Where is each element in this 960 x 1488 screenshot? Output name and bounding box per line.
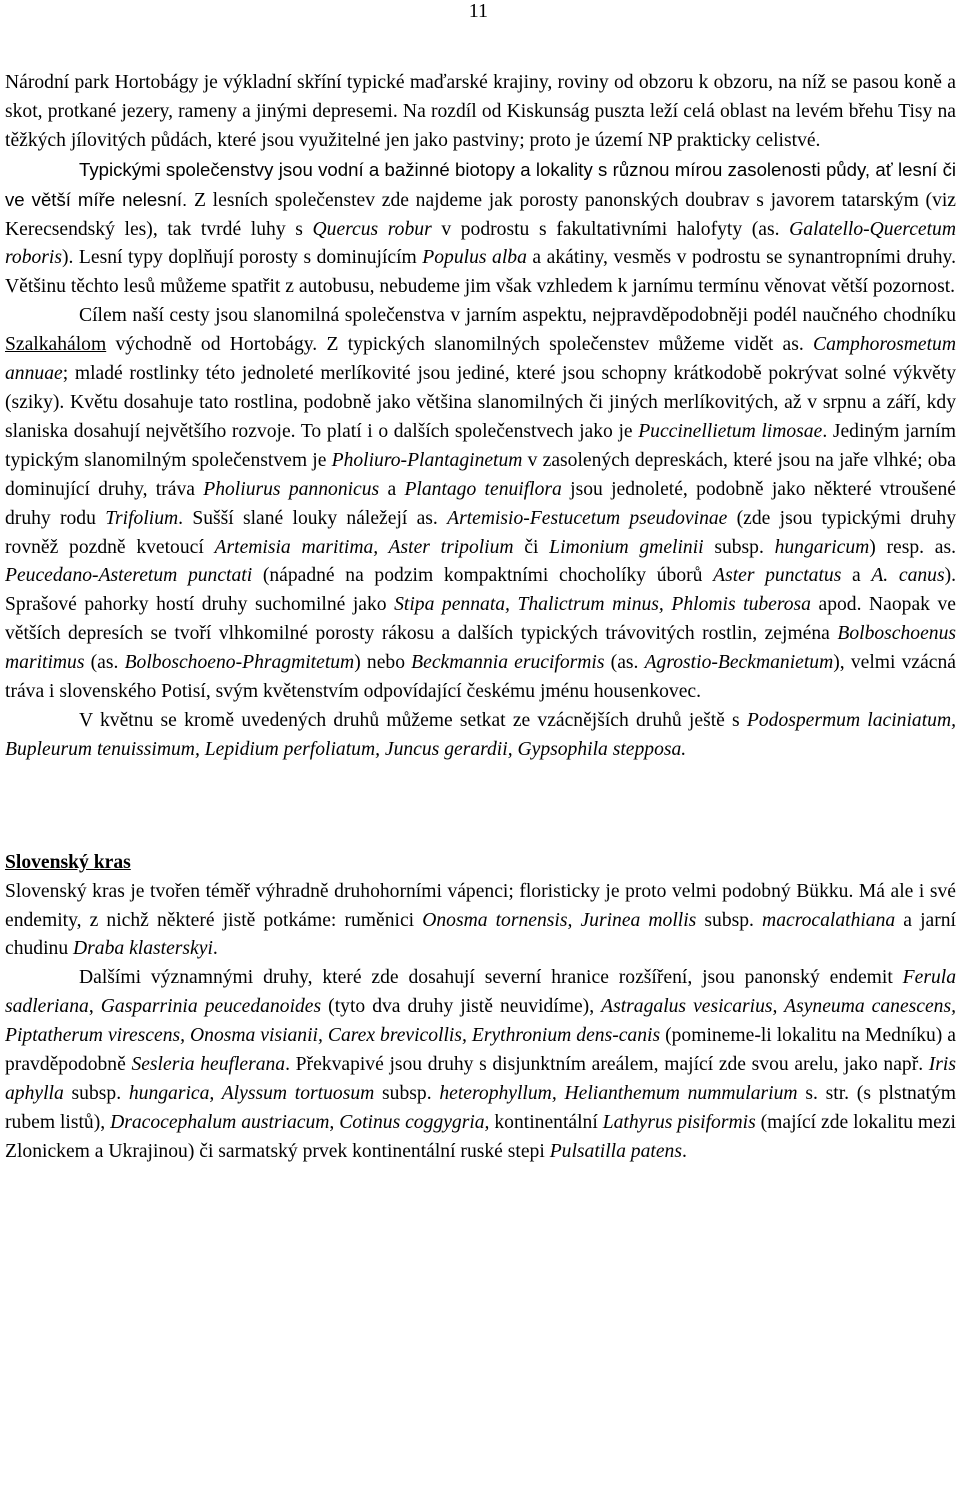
species-name: Podospermum laciniatum, Bupleurum tenuissimum, Lepidium perfoliatum, Juncus gerardii, Gypsophila stepposa. [5, 709, 957, 760]
species-name: Bolboschoenus maritimus [5, 623, 956, 674]
paragraph-kras-species [5, 964, 956, 1166]
text-run: (zde jsou typickými druhy rovněž pozdně kvetoucí [5, 507, 956, 558]
section-spacer [5, 765, 956, 849]
text-run: Slovenský kras je tvořen téměř výhradně druhohorními vápenci; floristicky je proto velmi podobný Bükku. Má ale i své endemity, z nichž některé jistě potkáme: ruměnici [5, 880, 956, 931]
species-name: Peucedano-Asteretum punctati [5, 565, 253, 587]
text-run: . Sušší slané louky náležejí as. [178, 507, 448, 529]
species-name: Beckmannia eruciformis [411, 652, 605, 674]
text-run: jsou jednoleté, podobně jako některé vtroušené druhy rodu [5, 478, 956, 529]
text-run: . Jediným jarním typickým slanomilným společenstvem je [5, 420, 956, 471]
text-run: Z lesních společenstev zde najdeme jak porosty panonských doubrav s javorem tatarským (viz Kerecsendský les), tak tvrdé luhy s [5, 189, 957, 240]
species-name: Lathyrus pisiformis [602, 1111, 756, 1133]
species-name: hungaricum [774, 536, 870, 558]
text-run: ), velmi vzácná tráva i slovenského Potisí, svým květenstvím odpovídající českému jménu housenkovec. [5, 652, 956, 703]
species-name: Quercus robur [312, 218, 432, 240]
text-run: Národní park Hortobágy je výkladní skříní typické maďarské krajiny, roviny od obzoru k obzoru, na níž se pasou koně a skot, protkané jezery, rameny a jinými depresemi. Na rozdíl od Kiskunság puszta leží celá oblast na levém břehu Tisy na těžkých jílovitých půdách, které jsou využitelné jen jako pastviny; proto je území NP prakticky celistvé. [5, 72, 956, 151]
species-name: Gasparrinia peucedanoides [100, 996, 322, 1018]
species-name: Sesleria heuflerana [131, 1054, 286, 1076]
text-run: a [379, 478, 405, 500]
species-name: Artemisio-Festucetum pseudovinae [447, 507, 728, 529]
text-run: ). Sprašové pahorky hostí druhy suchomilné jako [5, 565, 957, 616]
species-name: heterophyllum, Helianthemum nummularium [439, 1083, 798, 1104]
text-run: subsp. [374, 1083, 440, 1104]
species-name: Artemisia maritima, Aster tripolium [214, 536, 514, 558]
species-name: Astragalus vesicarius, Asyneuma canescens, Piptatherum virescens, Onosma visianii, Carex brevicollis, Erythronium dens-canis [5, 996, 957, 1047]
text-run: (mající zde lokalitu mezi Zlonickem a Ukrajinou) či sarmatský prvek kontinentální ruské stepi [5, 1111, 956, 1162]
species-name: Camphorosmetum annuae [5, 334, 956, 385]
page-number: 11 [468, 0, 488, 22]
text-run: . [212, 938, 218, 960]
species-name: Plantago tenuiflora [404, 478, 562, 500]
text-run: a akátiny, vesměs v podrostu se synantropními druhy. Většinu těchto lesů můžeme spatřit z autobusu, nebudeme jim však vzhledem k jarnímu termínu věnovat větší pozornost. [5, 247, 956, 298]
text-run: Cílem naší cesty jsou slanomilná společenstva v jarním aspektu, nejpravděpodobněji podél naučného chodníku [79, 305, 956, 327]
species-name: Limonium gmelinii [549, 536, 704, 558]
text-run: v podrostu s fakultativními halofyty (as. [431, 218, 790, 240]
paragraph-hortobagy-communities [5, 156, 956, 303]
trail-name: Szalkahálom [5, 334, 107, 356]
species-name: macrocalathiana [762, 909, 896, 931]
species-name: Draba klasterskyi [73, 938, 213, 960]
species-name: Onosma tornensis, Jurinea mollis [422, 909, 697, 931]
species-name: Pholiuro-Plantaginetum [331, 449, 523, 471]
species-name: Bolboschoeno-Phragmitetum [124, 652, 355, 674]
text-run: v zasolených depreskách, které jsou na jaře vlhké; oba dominující druhy, tráva [5, 449, 957, 500]
species-name: Puccinellietum limosae [638, 420, 823, 442]
species-name: hungarica, Alyssum tortuosum [128, 1083, 375, 1104]
species-name: Trifolium [105, 507, 179, 529]
text-run: apod. Naopak ve větších depresích se tvoří vlhkomilné porosty rákosu a dalších typických trávovitých rostlin, zejména [5, 594, 956, 645]
species-name: Aster punctatus [713, 565, 842, 587]
text-run: subsp. [696, 909, 763, 931]
text-run: V květnu se kromě uvedených druhů můžeme setkat ze vzácnějších druhů ještě s [79, 709, 747, 731]
species-name: Agrostio-Beckmanietum [644, 652, 834, 674]
species-name: Pholiurus pannonicus [203, 478, 380, 500]
text-run: . [681, 1140, 687, 1162]
species-name: Populus alba [422, 247, 527, 269]
text-run: subsp. [63, 1083, 129, 1104]
paragraph-hortobagy-may-species [5, 707, 956, 765]
paragraph-kras-intro [5, 878, 956, 965]
section-heading-slovensky-kras: Slovenský kras [5, 851, 131, 873]
text-run: (nápadné na podzim kompaktními chocholíky úborů [252, 565, 714, 587]
text-run: s. str. (s plstnatým rubem listů), [5, 1083, 956, 1133]
text-run: (tyto dva druhy jistě neuvidíme), [321, 996, 602, 1018]
text-run: ) resp. as. [869, 536, 957, 558]
text-run: ). Lesní typy doplňují porosty s dominujícím [61, 247, 423, 269]
species-name: Pulsatilla patens [549, 1140, 682, 1162]
text-run: ; mladé rostlinky této jednoleté merlíkovité jsou jediné, které jsou schopny krátkodobě pokrývat solné výkvěty (sziky). Květu dosahuje tato rostlina, podobně jako většina slanomilných či jiných merlíkovitých, až v srpnu a září, kdy slaniska dosahují největšího rozvoje. To platí i o dalších společenstvech jako je [5, 363, 956, 442]
species-name: Stipa pennata, Thalictrum minus, Phlomis tuberosa [394, 594, 811, 616]
species-name: A. canus [871, 565, 945, 587]
text-run: ) nebo [354, 652, 412, 674]
text-run: . Překvapivé jsou druhy s disjunktním areálem, mající zde svou arelu, jako např. [285, 1054, 929, 1076]
species-name: Iris aphylla [5, 1054, 956, 1104]
text-run: (as. [84, 652, 125, 674]
species-name: Ferula sadleriana [5, 967, 956, 1018]
species-name: Dracocephalum austriacum, Cotinus coggygria, [110, 1111, 490, 1133]
text-run: a jarní chudinu [5, 909, 956, 960]
text-run: a [841, 565, 872, 587]
species-name: Galatello-Quercetum roboris [5, 218, 956, 269]
text-run: subsp. [703, 536, 775, 558]
text-run: Dalšími významnými druhy, které zde dosahují severní hranice rozšíření, jsou panonský endemit [79, 967, 903, 989]
paragraph-hortobagy-intro [5, 69, 956, 156]
text-run: či [513, 536, 550, 558]
text-run: kontinentální [489, 1111, 603, 1133]
text-run: , [88, 996, 101, 1018]
text-run: (pomineme-li lokalitu na Medníku) a pravděpodobně [5, 1025, 956, 1076]
text-run: (as. [604, 652, 645, 674]
text-run: východně od Hortobágy. Z typických slanomilných společenstev můžeme vidět as. [106, 334, 814, 356]
document-body [5, 69, 956, 1167]
paragraph-hortobagy-saline [5, 302, 956, 707]
text-run: Typickými společenstvy jsou vodní a bažinné biotopy a lokality s různou mírou zasolenosti půdy, ať lesní či ve větší míře nelesní. [5, 158, 956, 210]
